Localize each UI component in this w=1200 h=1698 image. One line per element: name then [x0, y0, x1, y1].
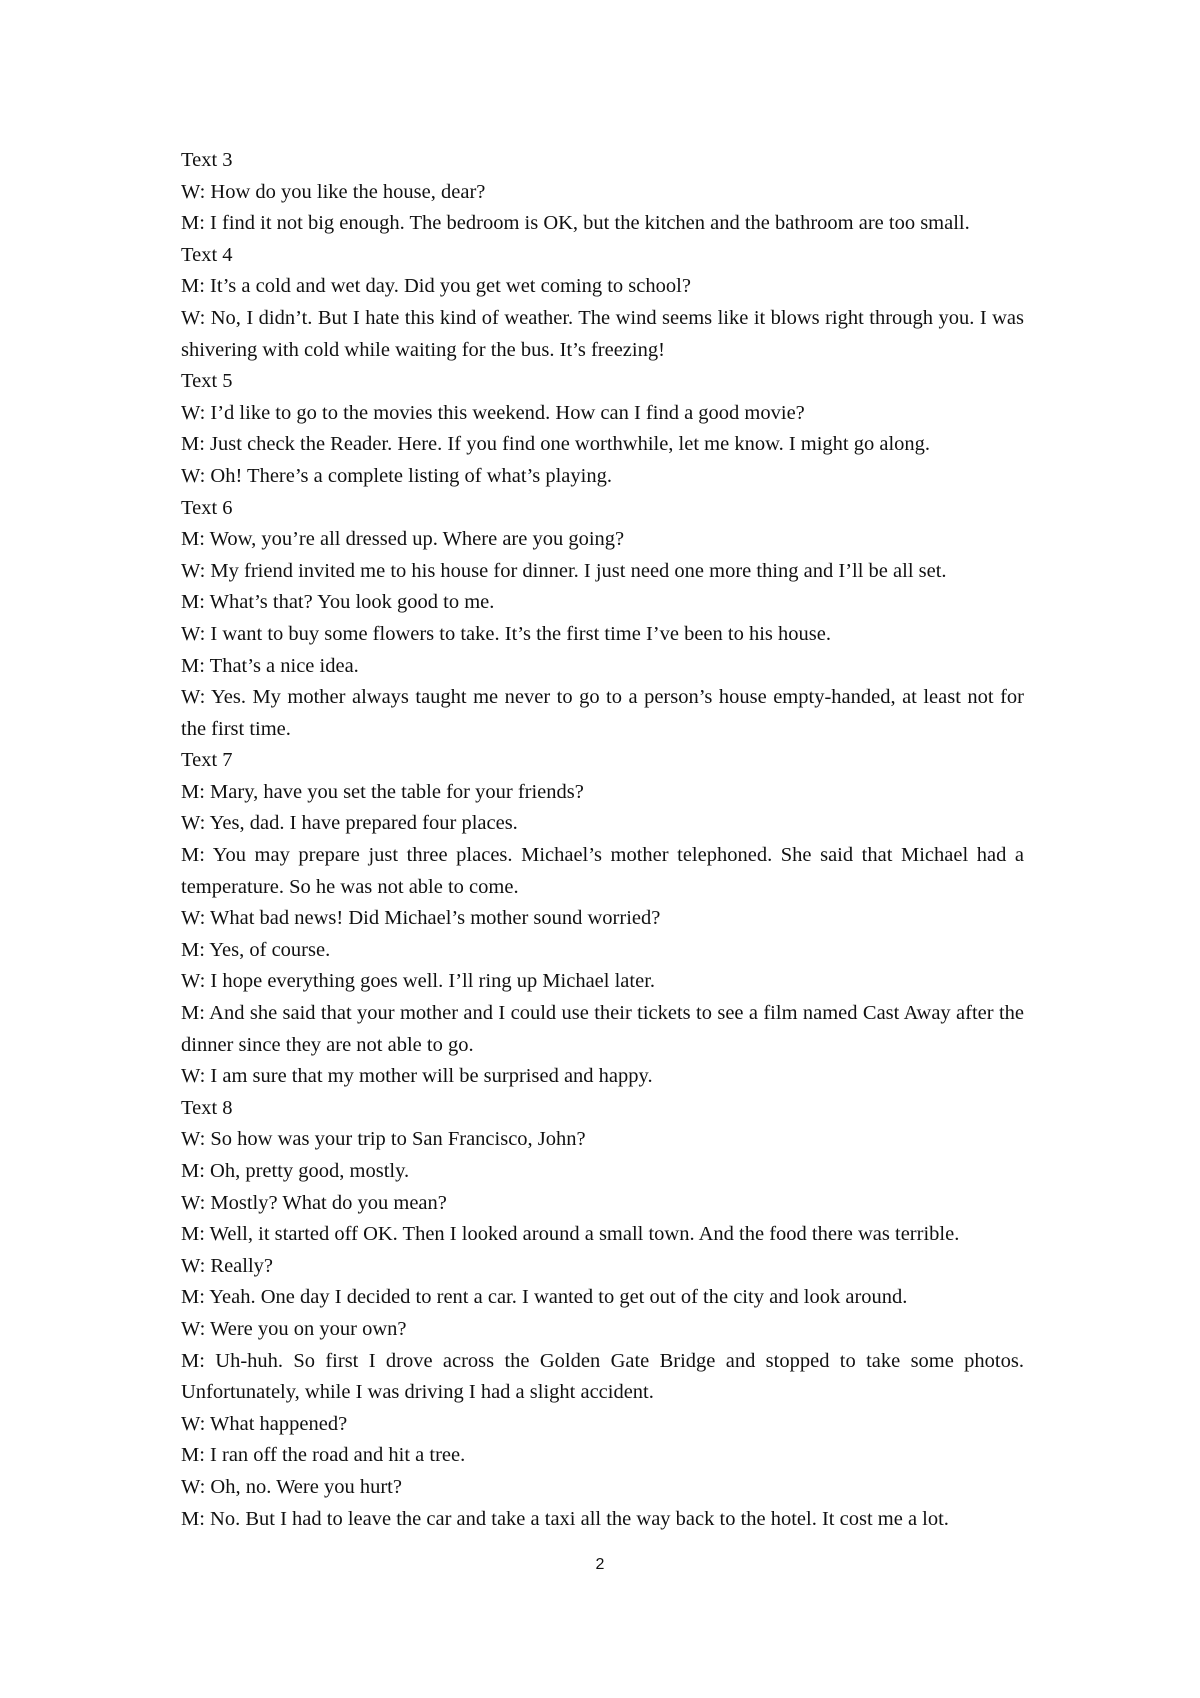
section-heading: Text 3 — [181, 149, 233, 171]
dialogue-line: M: Wow, you’re all dressed up. Where are you going? — [181, 528, 625, 551]
dialogue-line: M: Well, it started off OK. Then I looked around a small town. And the food there was terrible. — [181, 1223, 960, 1246]
dialogue-line: W: I hope everything goes well. I’ll ring up Michael later. — [181, 970, 656, 993]
section-heading: Text 8 — [181, 1096, 233, 1119]
dialogue-line: W: Oh, no. Were you hurt? — [181, 1475, 402, 1498]
dialogue-line: W: Oh! There’s a complete listing of what’s playing. — [181, 464, 612, 487]
dialogue-line: W: Yes. My mother always taught me never to go to a person’s house empty-handed, at least not for the first time. — [181, 686, 1024, 740]
section-heading: Text 6 — [181, 496, 233, 519]
dialogue-line: W: My friend invited me to his house for dinner. I just need one more thing and I’ll be all set. — [181, 559, 947, 582]
dialogue-line: W: Really? — [181, 1254, 274, 1277]
dialogue-line: W: Yes, dad. I have prepared four places. — [181, 812, 518, 835]
dialogue-line: W: So how was your trip to San Francisco, John? — [181, 1128, 586, 1151]
dialogue-line: W: Were you on your own? — [181, 1317, 407, 1340]
dialogue-line: M: And she said that your mother and I could use their tickets to see a film named Cast Away after the dinner since they are not able to go. — [181, 1002, 1024, 1056]
section-heading: Text 4 — [181, 243, 233, 266]
dialogue-line: M: Yes, of course. — [181, 938, 331, 961]
dialogue-line: M: Mary, have you set the table for your friends? — [181, 780, 584, 803]
section-heading: Text 5 — [181, 370, 233, 393]
dialogue-line: W: Mostly? What do you mean? — [181, 1191, 447, 1214]
dialogue-line: W: What bad news! Did Michael’s mother sound worried? — [181, 907, 661, 930]
dialogue-line: M: Oh, pretty good, mostly. — [181, 1160, 410, 1182]
dialogue-line: M: No. But I had to leave the car and take a taxi all the way back to the hotel. It cost me a lot. — [181, 1507, 949, 1530]
dialogue-line: M: I ran off the road and hit a tree. — [181, 1444, 466, 1467]
dialogue-line: W: No, I didn’t. But I hate this kind of weather. The wind seems like it blows right through you. I was shivering with cold while waiting for the bus. It’s freezing! — [181, 306, 1024, 361]
dialogue-line: M: Yeah. One day I decided to rent a car. I wanted to get out of the city and look around. — [181, 1286, 908, 1309]
dialogue-line: M: It’s a cold and wet day. Did you get wet coming to school? — [181, 275, 691, 298]
page-number: 2 — [595, 1556, 605, 1573]
dialogue-line: M: Just check the Reader. Here. If you find one worthwhile, let me know. I might go along. — [181, 433, 931, 456]
dialogue-line: M: I find it not big enough. The bedroom is OK, but the kitchen and the bathroom are too small. — [181, 212, 970, 235]
dialogue-line: W: I want to buy some flowers to take. It’s the first time I’ve been to his house. — [181, 622, 831, 645]
dialogue-line: W: What happened? — [181, 1412, 348, 1435]
dialogue-line: M: What’s that? You look good to me. — [181, 591, 495, 614]
section-heading: Text 7 — [181, 749, 233, 772]
transcript-body — [181, 145, 1024, 1535]
dialogue-line: W: I’d like to go to the movies this weekend. How can I find a good movie? — [181, 401, 805, 424]
dialogue-line: W: How do you like the house, dear? — [181, 180, 486, 203]
dialogue-line: M: That’s a nice idea. — [181, 654, 359, 677]
dialogue-line: W: I am sure that my mother will be surprised and happy. — [181, 1065, 653, 1088]
dialogue-line: M: You may prepare just three places. Michael’s mother telephoned. She said that Michael had a temperature. So he was not able to come. — [181, 844, 1024, 898]
dialogue-line: M: Uh-huh. So first I drove across the Golden Gate Bridge and stopped to take some photos. Unfortunately, while I was driving I had a slight accident. — [181, 1349, 1024, 1404]
